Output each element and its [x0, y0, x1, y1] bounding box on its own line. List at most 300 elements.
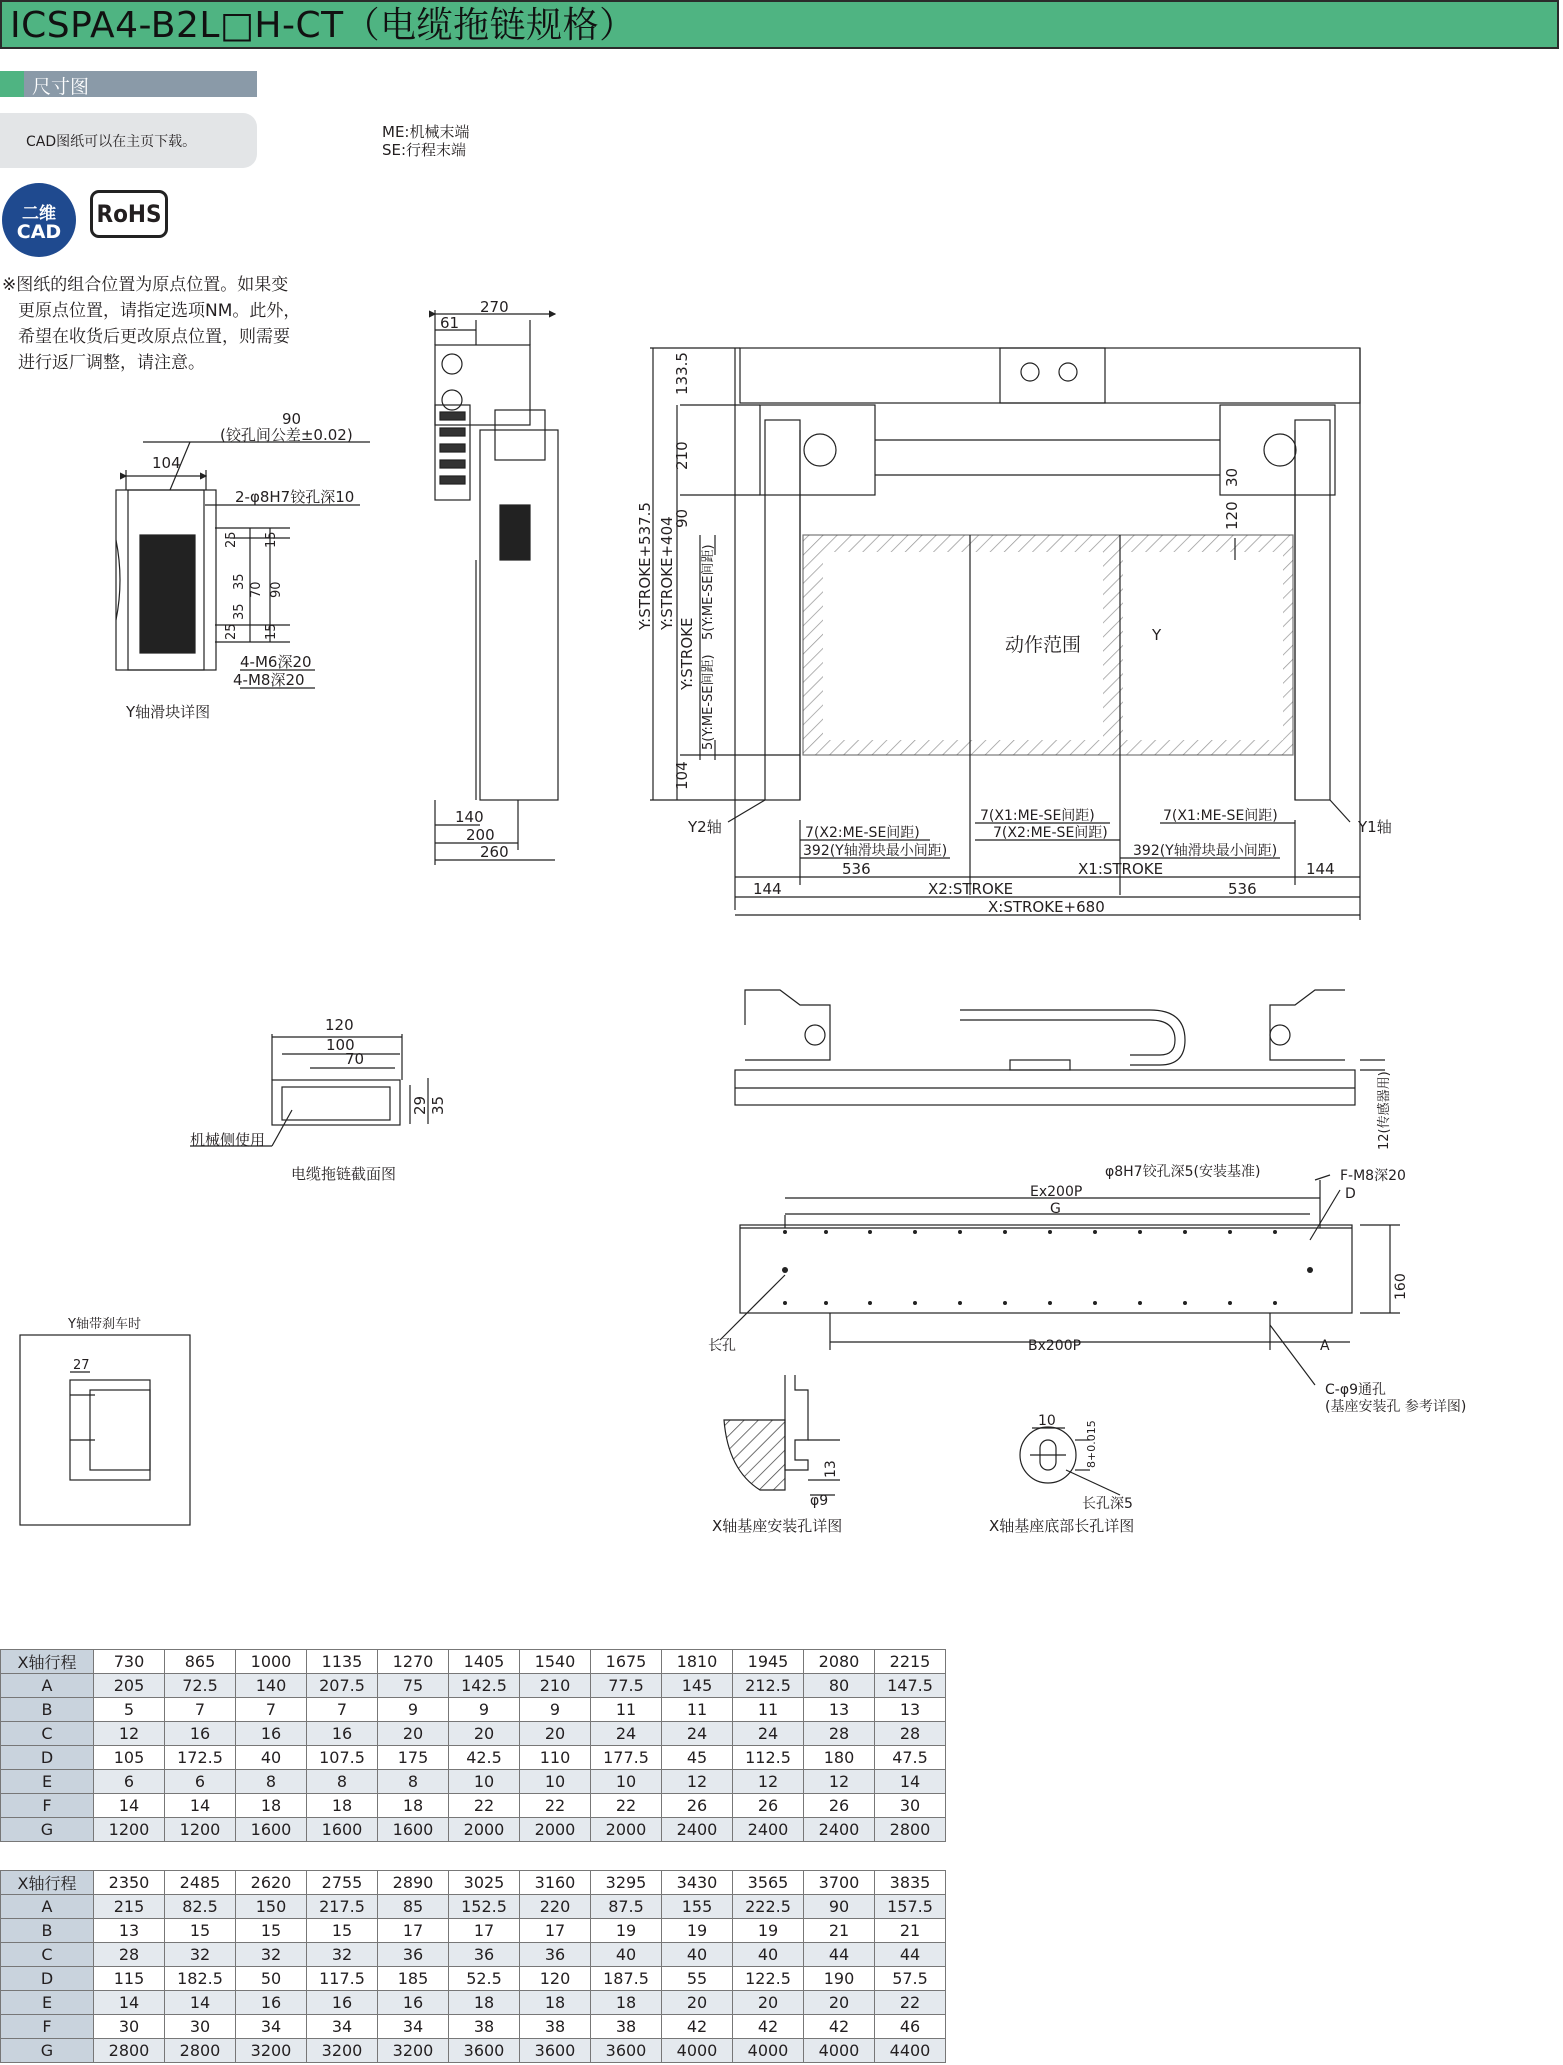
dim-tolerance: (铰孔间公差±0.02)	[220, 426, 353, 444]
caption-y-slider: Y轴滑块详图	[126, 703, 211, 721]
cell: 87.5	[591, 1895, 662, 1919]
dim-90-top: 90	[282, 410, 302, 428]
y2-axis-label: Y2轴	[688, 818, 722, 836]
cell: 36	[378, 1943, 449, 1967]
cell: 140	[236, 1674, 307, 1698]
dim-140: 140	[455, 808, 484, 826]
cell: 46	[875, 2015, 946, 2039]
slot-label: 长孔	[708, 1338, 736, 1354]
cell: 16	[165, 1722, 236, 1746]
dim-133-5: 133.5	[673, 352, 691, 395]
action-range-label: 动作范围	[1005, 634, 1082, 656]
remark-line: 希望在收货后更改原点位置，则需要	[18, 327, 290, 347]
cell: 210	[520, 1674, 591, 1698]
cable-section-drawing	[190, 1034, 428, 1146]
y1-axis-label: Y1轴	[1358, 818, 1392, 836]
cell: 22	[875, 1991, 946, 2015]
dim-104: 104	[152, 454, 181, 472]
cell: 7	[236, 1698, 307, 1722]
fm8-label: F-M8深20	[1340, 1168, 1406, 1184]
dim-35b: 35	[232, 603, 247, 620]
y-direction-label: Y	[1152, 626, 1162, 644]
cell: 207.5	[307, 1674, 378, 1698]
dim-61: 61	[440, 314, 460, 332]
stroke-cell: 1675	[591, 1650, 662, 1674]
cell: 142.5	[449, 1674, 520, 1698]
dim-30: 30	[1223, 467, 1241, 487]
table-row	[1, 1650, 946, 1674]
cell: 212.5	[733, 1674, 804, 1698]
stroke-cell: 2485	[165, 1871, 236, 1895]
cell: 18	[378, 1794, 449, 1818]
stroke-cell: 3835	[875, 1871, 946, 1895]
table-header-cell: X轴行程	[1, 1871, 94, 1895]
cell: 122.5	[733, 1967, 804, 1991]
row-label: G	[1, 2039, 94, 2063]
dim-536b: 536	[1228, 880, 1257, 898]
cell: 2800	[165, 2039, 236, 2063]
stroke-cell: 3160	[520, 1871, 591, 1895]
dim-c120: 120	[325, 1016, 354, 1034]
row-label: E	[1, 1991, 94, 2015]
cell: 21	[875, 1919, 946, 1943]
cell: 8	[236, 1770, 307, 1794]
cell: 10	[520, 1770, 591, 1794]
dim-pin-hole: 2-φ8H7铰孔深10	[235, 488, 355, 506]
rohs-badge-icon: RoHS	[90, 190, 168, 238]
cell: 40	[733, 1943, 804, 1967]
cell: 36	[449, 1943, 520, 1967]
cell: 112.5	[733, 1746, 804, 1770]
cell: 217.5	[307, 1895, 378, 1919]
cell: 42	[733, 2015, 804, 2039]
dim-200: 200	[466, 826, 495, 844]
cell: 1200	[94, 1818, 165, 1842]
stroke-cell: 1945	[733, 1650, 804, 1674]
dim-x2-mese2: 7(X2:ME-SE间距)	[993, 825, 1108, 841]
stroke-cell: 865	[165, 1650, 236, 1674]
stroke-cell: 2755	[307, 1871, 378, 1895]
dim-104b: 104	[673, 761, 691, 790]
cell: 157.5	[875, 1895, 946, 1919]
caption-cable-section: 电缆拖链截面图	[291, 1165, 397, 1183]
remark-line: 更原点位置，请指定选项NM。此外，	[18, 301, 301, 321]
row-label: A	[1, 1674, 94, 1698]
cell: 18	[236, 1794, 307, 1818]
cell: 3200	[378, 2039, 449, 2063]
cell: 14	[94, 1794, 165, 1818]
cell: 80	[804, 1674, 875, 1698]
table-row	[1, 1991, 946, 2015]
cell: 15	[307, 1919, 378, 1943]
cell: 9	[378, 1698, 449, 1722]
dim-13: 13	[823, 1460, 839, 1478]
spec-table-2	[0, 1870, 946, 2063]
cell: 40	[662, 1943, 733, 1967]
dim-min-392b: 392(Y轴滑块最小间距)	[1133, 843, 1278, 859]
table-row	[1, 1919, 946, 1943]
stroke-cell: 1405	[449, 1650, 520, 1674]
cell: 3600	[449, 2039, 520, 2063]
cell: 4400	[875, 2039, 946, 2063]
row-label: B	[1, 1698, 94, 1722]
cell: 2400	[733, 1818, 804, 1842]
cell: 6	[94, 1770, 165, 1794]
row-label: A	[1, 1895, 94, 1919]
cell: 20	[520, 1722, 591, 1746]
cell: 19	[733, 1919, 804, 1943]
dim-210: 210	[673, 441, 691, 470]
table-row	[1, 1871, 946, 1895]
dim-15b: 15	[264, 623, 279, 640]
cell: 150	[236, 1895, 307, 1919]
table-row	[1, 2015, 946, 2039]
cell: 42.5	[449, 1746, 520, 1770]
cell: 105	[94, 1746, 165, 1770]
cell: 187.5	[591, 1967, 662, 1991]
cell: 50	[236, 1967, 307, 1991]
cell: 28	[875, 1722, 946, 1746]
cell: 28	[94, 1943, 165, 1967]
cad-badge-bottom: CAD	[16, 221, 62, 243]
cell: 2800	[94, 2039, 165, 2063]
cell: 20	[733, 1991, 804, 2015]
cell: 34	[236, 2015, 307, 2039]
cell: 10	[449, 1770, 520, 1794]
cell: 52.5	[449, 1967, 520, 1991]
dim-144b: 144	[753, 880, 782, 898]
table-row	[1, 1698, 946, 1722]
row-label: E	[1, 1770, 94, 1794]
cell: 2000	[449, 1818, 520, 1842]
cell: 38	[520, 2015, 591, 2039]
cell: 12	[94, 1722, 165, 1746]
dim-ystroke-537: Y:STROKE+537.5	[636, 502, 654, 630]
cell: 14	[165, 1991, 236, 2015]
dim-8: 8+0.015	[1085, 1420, 1098, 1468]
cell: 19	[591, 1919, 662, 1943]
sensor-label: 12(传感器用)	[1377, 1071, 1392, 1150]
cell: 180	[804, 1746, 875, 1770]
dim-27: 27	[73, 1358, 90, 1373]
cad-note-text: CAD图纸可以在主页下载。	[26, 134, 197, 150]
page-title: ICSPA4-B2L□H-CT（电缆拖链规格）	[10, 5, 636, 46]
stroke-cell: 1270	[378, 1650, 449, 1674]
dim-25: 25	[224, 531, 239, 548]
cell: 1600	[307, 1818, 378, 1842]
cell: 32	[165, 1943, 236, 1967]
caption-y-brake: Y轴带刹车时	[65, 1313, 144, 1332]
cell: 11	[733, 1698, 804, 1722]
cell: 75	[378, 1674, 449, 1698]
side-elevation-drawing	[735, 990, 1385, 1105]
x-base-slot-detail	[1020, 1427, 1120, 1495]
cell: 220	[520, 1895, 591, 1919]
cell: 24	[662, 1722, 733, 1746]
dim-x1-mese2: 7(X1:ME-SE间距)	[1163, 808, 1278, 824]
cell: 2800	[875, 1818, 946, 1842]
cell: 24	[591, 1722, 662, 1746]
cell: 28	[804, 1722, 875, 1746]
cell: 145	[662, 1674, 733, 1698]
cell: 42	[804, 2015, 875, 2039]
cell: 5	[94, 1698, 165, 1722]
cell: 72.5	[165, 1674, 236, 1698]
cell: 13	[804, 1698, 875, 1722]
cell: 3600	[520, 2039, 591, 2063]
stroke-cell: 1810	[662, 1650, 733, 1674]
dim-phi9: φ9	[810, 1493, 829, 1509]
row-label: G	[1, 1818, 94, 1842]
y-slider-detail-drawing	[116, 442, 370, 688]
cell: 22	[449, 1794, 520, 1818]
cell: 12	[804, 1770, 875, 1794]
cell: 90	[804, 1895, 875, 1919]
d-label: D	[1345, 1186, 1356, 1202]
table-row	[1, 1674, 946, 1698]
cell: 24	[733, 1722, 804, 1746]
cell: 20	[662, 1991, 733, 2015]
cell: 22	[520, 1794, 591, 1818]
cell: 4000	[804, 2039, 875, 2063]
dim-260: 260	[480, 843, 509, 861]
side-view-drawing	[435, 310, 558, 865]
caption-x-base-mount: X轴基座安装孔详图	[712, 1517, 843, 1535]
row-label: F	[1, 1794, 94, 1818]
mech-side-label: 机械侧使用	[190, 1131, 266, 1149]
cell: 9	[520, 1698, 591, 1722]
cell: 14	[165, 1794, 236, 1818]
cell: 32	[307, 1943, 378, 1967]
cell: 16	[236, 1991, 307, 2015]
pin-ref-label: φ8H7铰孔深5(安装基准)	[1105, 1164, 1261, 1180]
cell: 20	[804, 1991, 875, 2015]
cell: 8	[378, 1770, 449, 1794]
stroke-cell: 730	[94, 1650, 165, 1674]
dim-m8: 4-M8深20	[233, 671, 305, 689]
cell: 147.5	[875, 1674, 946, 1698]
dim-y5-mese2: 5(Y:ME-SE间距)	[701, 654, 716, 750]
cad-badge-top: 二维	[22, 204, 56, 224]
se-legend: SE:行程末端	[382, 141, 467, 159]
cell: 30	[94, 2015, 165, 2039]
dim-c100: 100	[326, 1036, 355, 1054]
cell: 30	[875, 1794, 946, 1818]
cell: 3200	[236, 2039, 307, 2063]
stroke-cell: 1135	[307, 1650, 378, 1674]
cell: 19	[662, 1919, 733, 1943]
cell: 55	[662, 1967, 733, 1991]
row-label: B	[1, 1919, 94, 1943]
stroke-cell: 3700	[804, 1871, 875, 1895]
cell: 21	[804, 1919, 875, 1943]
cell: 44	[804, 1943, 875, 1967]
cell: 190	[804, 1967, 875, 1991]
cell: 20	[449, 1722, 520, 1746]
cell: 120	[520, 1967, 591, 1991]
dim-536a: 536	[842, 860, 871, 878]
cell: 177.5	[591, 1746, 662, 1770]
cell: 85	[378, 1895, 449, 1919]
dim-y5-mese: 5(Y:ME-SE间距)	[701, 544, 716, 640]
c9-note: (基座安装孔 参考详图)	[1325, 1399, 1467, 1415]
dim-x2-stroke: X2:STROKE	[928, 880, 1014, 898]
cell: 12	[733, 1770, 804, 1794]
cell: 26	[662, 1794, 733, 1818]
cell: 4000	[662, 2039, 733, 2063]
cell: 115	[94, 1967, 165, 1991]
dim-15: 15	[264, 531, 279, 548]
row-label: F	[1, 2015, 94, 2039]
cell: 45	[662, 1746, 733, 1770]
cell: 182.5	[165, 1967, 236, 1991]
cell: 2400	[804, 1818, 875, 1842]
dim-ystroke-404: Y:STROKE+404	[658, 516, 676, 630]
cell: 16	[378, 1991, 449, 2015]
cell: 205	[94, 1674, 165, 1698]
table-row	[1, 1967, 946, 1991]
section-label: 尺寸图	[32, 76, 90, 98]
cell: 82.5	[165, 1895, 236, 1919]
cell: 11	[591, 1698, 662, 1722]
e200p-label: Ex200P	[1030, 1184, 1083, 1200]
row-label: D	[1, 1746, 94, 1770]
cell: 16	[307, 1722, 378, 1746]
cell: 4000	[733, 2039, 804, 2063]
cell: 77.5	[591, 1674, 662, 1698]
cell: 38	[591, 2015, 662, 2039]
cell: 13	[94, 1919, 165, 1943]
row-label: D	[1, 1967, 94, 1991]
dim-ystroke: Y:STROKE	[678, 617, 696, 690]
table-row	[1, 1746, 946, 1770]
cell: 110	[520, 1746, 591, 1770]
cell: 7	[165, 1698, 236, 1722]
stroke-cell: 2080	[804, 1650, 875, 1674]
cell: 40	[591, 1943, 662, 1967]
stroke-cell: 2890	[378, 1871, 449, 1895]
cell: 2400	[662, 1818, 733, 1842]
cell: 34	[378, 2015, 449, 2039]
stroke-cell: 1540	[520, 1650, 591, 1674]
cell: 34	[307, 2015, 378, 2039]
table-row	[1, 1818, 946, 1842]
cell: 16	[236, 1722, 307, 1746]
stroke-cell: 3565	[733, 1871, 804, 1895]
dim-m6: 4-M6深20	[240, 653, 312, 671]
cell: 2000	[520, 1818, 591, 1842]
stroke-cell: 3295	[591, 1871, 662, 1895]
cell: 15	[165, 1919, 236, 1943]
g-label: G	[1050, 1201, 1061, 1217]
cell: 8	[307, 1770, 378, 1794]
cell: 175	[378, 1746, 449, 1770]
cell: 14	[875, 1770, 946, 1794]
cell: 42	[662, 2015, 733, 2039]
cell: 17	[520, 1919, 591, 1943]
cell: 57.5	[875, 1967, 946, 1991]
cell: 30	[165, 2015, 236, 2039]
dim-10: 10	[1038, 1413, 1056, 1429]
cell: 47.5	[875, 1746, 946, 1770]
dim-c29: 29	[411, 1095, 429, 1115]
dim-c70: 70	[345, 1050, 365, 1068]
dim-144a: 144	[1306, 860, 1335, 878]
cell: 20	[378, 1722, 449, 1746]
stroke-cell: 2215	[875, 1650, 946, 1674]
cell: 38	[449, 2015, 520, 2039]
cell: 22	[591, 1794, 662, 1818]
dim-c35: 35	[429, 1095, 447, 1115]
cell: 14	[94, 1991, 165, 2015]
cell: 11	[662, 1698, 733, 1722]
cell: 15	[236, 1919, 307, 1943]
a-label: A	[1320, 1338, 1330, 1354]
table-row	[1, 1794, 946, 1818]
cell: 1600	[378, 1818, 449, 1842]
dim-x1-mese: 7(X1:ME-SE间距)	[980, 808, 1095, 824]
table-row	[1, 1770, 946, 1794]
cell: 3600	[591, 2039, 662, 2063]
cell: 17	[378, 1919, 449, 1943]
cell: 152.5	[449, 1895, 520, 1919]
cell: 18	[449, 1991, 520, 2015]
dim-25b: 25	[224, 623, 239, 640]
table-row	[1, 1895, 946, 1919]
stroke-cell: 3430	[662, 1871, 733, 1895]
cell: 13	[875, 1698, 946, 1722]
cell: 222.5	[733, 1895, 804, 1919]
dim-x2-mese: 7(X2:ME-SE间距)	[805, 825, 920, 841]
dim-x1-stroke: X1:STROKE	[1078, 860, 1164, 878]
dim-120: 120	[1223, 501, 1241, 530]
cell: 2000	[591, 1818, 662, 1842]
b200p-label: Bx200P	[1028, 1338, 1082, 1354]
cell: 7	[307, 1698, 378, 1722]
stroke-cell: 3025	[449, 1871, 520, 1895]
me-legend: ME:机械末端	[382, 123, 470, 141]
cell: 18	[591, 1991, 662, 2015]
stroke-cell: 2620	[236, 1871, 307, 1895]
dim-160: 160	[1393, 1273, 1409, 1300]
table-row	[1, 1943, 946, 1967]
cell: 12	[662, 1770, 733, 1794]
cell: 1600	[236, 1818, 307, 1842]
c9-label: C-φ9通孔	[1325, 1382, 1386, 1398]
cell: 10	[591, 1770, 662, 1794]
cell: 40	[236, 1746, 307, 1770]
dim-270: 270	[480, 298, 509, 316]
slot-depth-label: 长孔深5	[1082, 1496, 1133, 1512]
cell: 107.5	[307, 1746, 378, 1770]
dim-35: 35	[232, 573, 247, 590]
caption-x-base-slot: X轴基座底部长孔详图	[989, 1517, 1135, 1535]
cell: 36	[520, 1943, 591, 1967]
cell: 185	[378, 1967, 449, 1991]
dim-90b: 90	[673, 508, 691, 528]
cell: 32	[236, 1943, 307, 1967]
cell: 16	[307, 1991, 378, 2015]
cell: 26	[804, 1794, 875, 1818]
table-header-cell: X轴行程	[1, 1650, 94, 1674]
cell: 18	[520, 1991, 591, 2015]
dim-xstroke-680: X:STROKE+680	[988, 898, 1105, 916]
cell: 9	[449, 1698, 520, 1722]
dim-min-392a: 392(Y轴滑块最小间距)	[803, 843, 948, 859]
cell: 18	[307, 1794, 378, 1818]
cell: 3200	[307, 2039, 378, 2063]
stroke-cell: 2350	[94, 1871, 165, 1895]
